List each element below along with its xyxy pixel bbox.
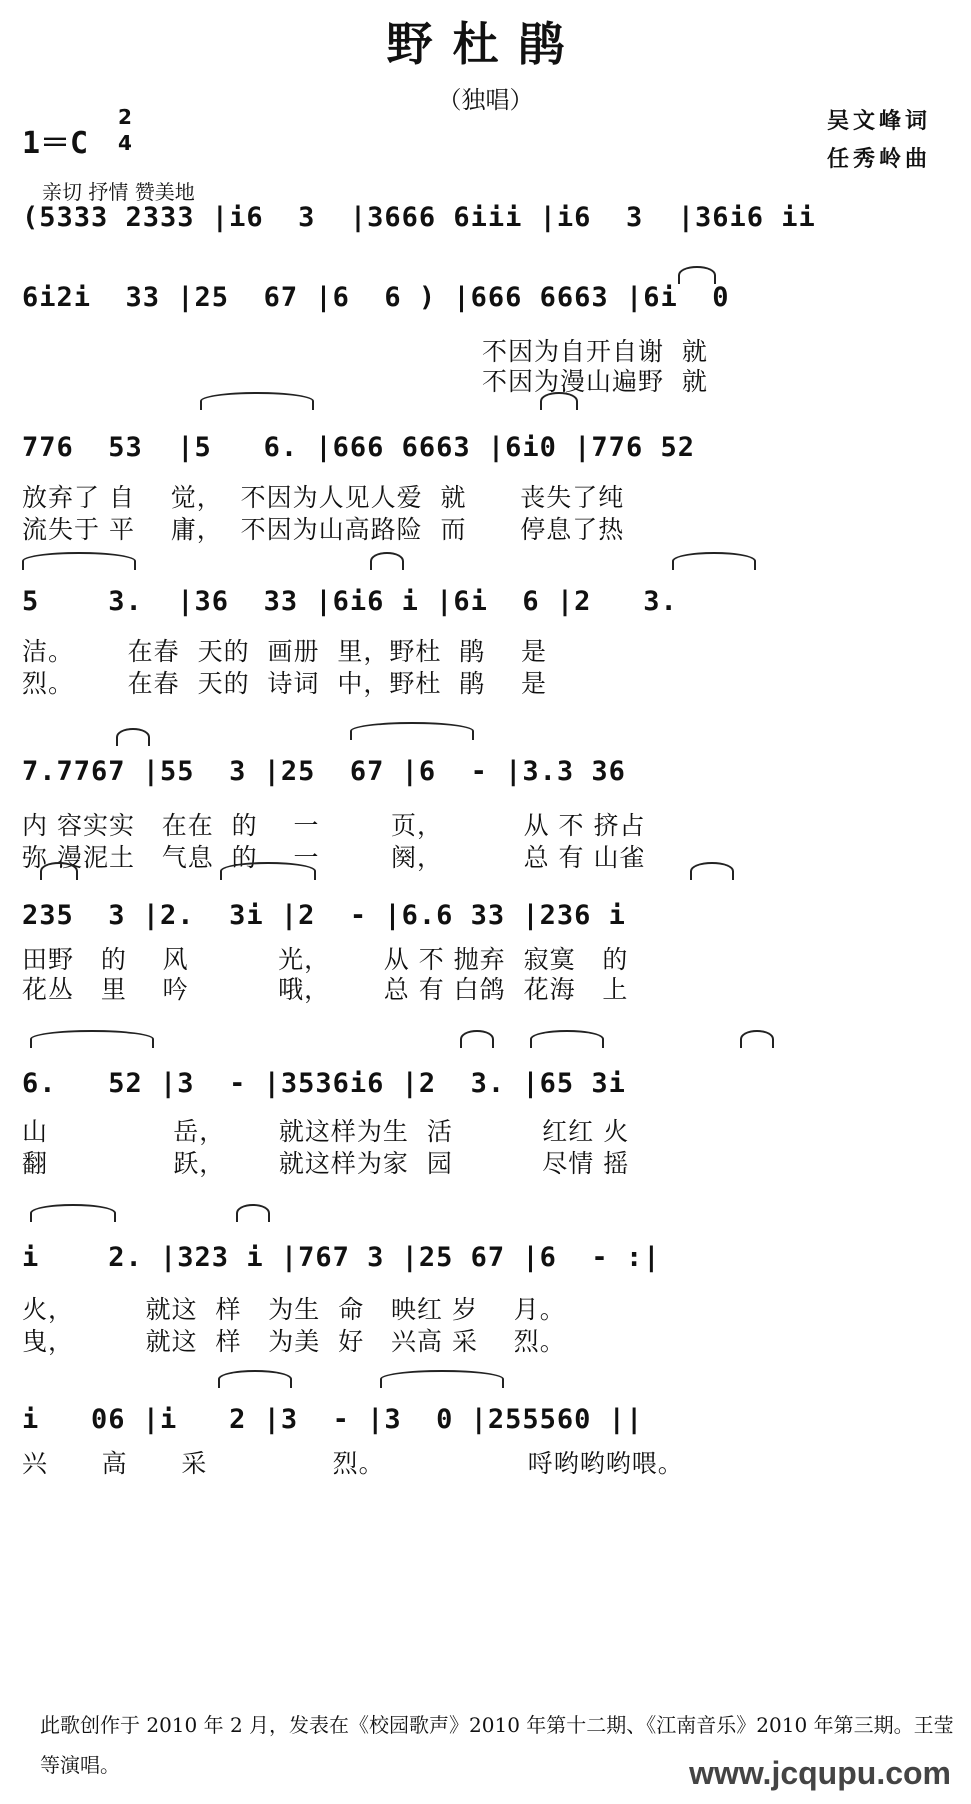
slur-mark <box>678 266 716 284</box>
lyric-line: 曳， 就这 样 为美 好 兴高 采 烈。 <box>22 1327 566 1356</box>
slur-mark <box>220 862 316 880</box>
meter-top: 2 <box>118 105 132 129</box>
song-subtitle: （独唱） <box>437 86 534 114</box>
staff-notation: 6. 52 |3 - |3536i6 |2 3. |65 3i <box>22 1068 626 1099</box>
slur-mark <box>740 1030 774 1048</box>
staff-notation: 776 53 |5 6. |666 6663 |6i0 |776 52 <box>22 432 695 463</box>
lyric-line: 花丛 里 吟 哦， 总 有 白鸽 花海 上 <box>22 975 629 1004</box>
slur-mark <box>22 552 136 570</box>
slur-mark <box>116 728 150 746</box>
song-title: 野杜鹃 <box>386 17 585 71</box>
lyric-line: 洁。 在春 天的 画册 里，野杜 鹃 是 <box>22 637 548 666</box>
lyric-line: 放弃了 自 觉， 不因为人见人爱 就 丧失了纯 <box>22 483 625 512</box>
lyric-line: 流失于 平 庸， 不因为山高路险 而 停息了热 <box>22 515 625 544</box>
staff-line <box>22 428 952 474</box>
slur-mark <box>380 1370 504 1388</box>
lyric-line: 烈。 在春 天的 诗词 中，野杜 鹃 是 <box>22 669 548 698</box>
staff-line <box>22 1400 952 1446</box>
staff-notation: i 06 |i 2 |3 - |3 0 |255560 || <box>22 1404 644 1435</box>
staff-notation: 6i2i 33 |25 67 |6 6 ) |666 6663 |6i 0 <box>22 282 730 313</box>
staff-line <box>22 582 952 628</box>
staff-notation: 235 3 |2. 3i |2 - |6.6 33 |236 i <box>22 900 626 931</box>
lyric-line: 山 岳， 就这样为生 活 红红 火 <box>22 1117 630 1146</box>
key-signature: 1＝C <box>22 126 89 161</box>
slur-mark <box>460 1030 494 1048</box>
lyric-line: 翻 跃， 就这样为家 园 尽情 摇 <box>22 1149 630 1178</box>
lyric-line: 不因为自开自谢 就 <box>482 337 708 366</box>
lyricist: 吴文峰词 <box>826 109 931 134</box>
slur-mark <box>540 392 578 410</box>
staff-line <box>22 752 952 798</box>
lyric-line: 弥 漫泥土 气息 的 一 阕， 总 有 山雀 <box>22 843 646 872</box>
slur-mark <box>350 722 474 740</box>
lyric-line: 火， 就这 样 为生 命 映红 岁 月。 <box>22 1295 566 1324</box>
staff-line <box>22 896 952 942</box>
slur-mark <box>218 1370 292 1388</box>
slur-mark <box>40 862 78 880</box>
time-signature <box>118 104 132 156</box>
staff-line <box>22 1064 952 1110</box>
slur-mark <box>370 552 404 570</box>
composer: 任秀岭曲 <box>826 147 931 172</box>
tempo-style: 亲切 抒情 赞美地 <box>42 180 195 204</box>
lyric-line: 不因为漫山遍野 就 <box>482 367 708 396</box>
staff-notation: i 2. |323 i |767 3 |25 67 |6 - :| <box>22 1242 661 1273</box>
watermark: www.jcqupu.com <box>689 1755 951 1791</box>
staff-notation: (5333 2333 |i6 3 |3666 6iii |i6 3 |36i6 ii <box>22 202 816 233</box>
slur-mark <box>30 1030 154 1048</box>
slur-mark <box>672 552 756 570</box>
staff-line <box>22 198 952 244</box>
slur-mark <box>30 1204 116 1222</box>
staff-line <box>22 278 952 324</box>
lyric-line: 内 容实实 在在 的 一 页， 从 不 挤占 <box>22 811 646 840</box>
slur-mark <box>690 862 734 880</box>
staff-line <box>22 1238 952 1284</box>
footnote: 此歌创作于 2010 年 2 月，发表在《校园歌声》2010 年第十二期、《江南音乐》2010 年第三期。王莹等演唱。 <box>40 1713 954 1777</box>
slur-mark <box>200 392 314 410</box>
staff-notation: 5 3. |36 33 |6i6 i |6i 6 |2 3. <box>22 586 678 617</box>
staff-notation: 7.7767 |55 3 |25 67 |6 - |3.3 36 <box>22 756 626 787</box>
slur-mark <box>236 1204 270 1222</box>
meter-bottom: 4 <box>118 131 132 155</box>
slur-mark <box>530 1030 604 1048</box>
lyric-line: 田野 的 风 光， 从 不 抛弃 寂寞 的 <box>22 945 629 974</box>
lyric-line: 兴 高 采 烈。 哷哟哟哟喂。 <box>22 1449 684 1478</box>
